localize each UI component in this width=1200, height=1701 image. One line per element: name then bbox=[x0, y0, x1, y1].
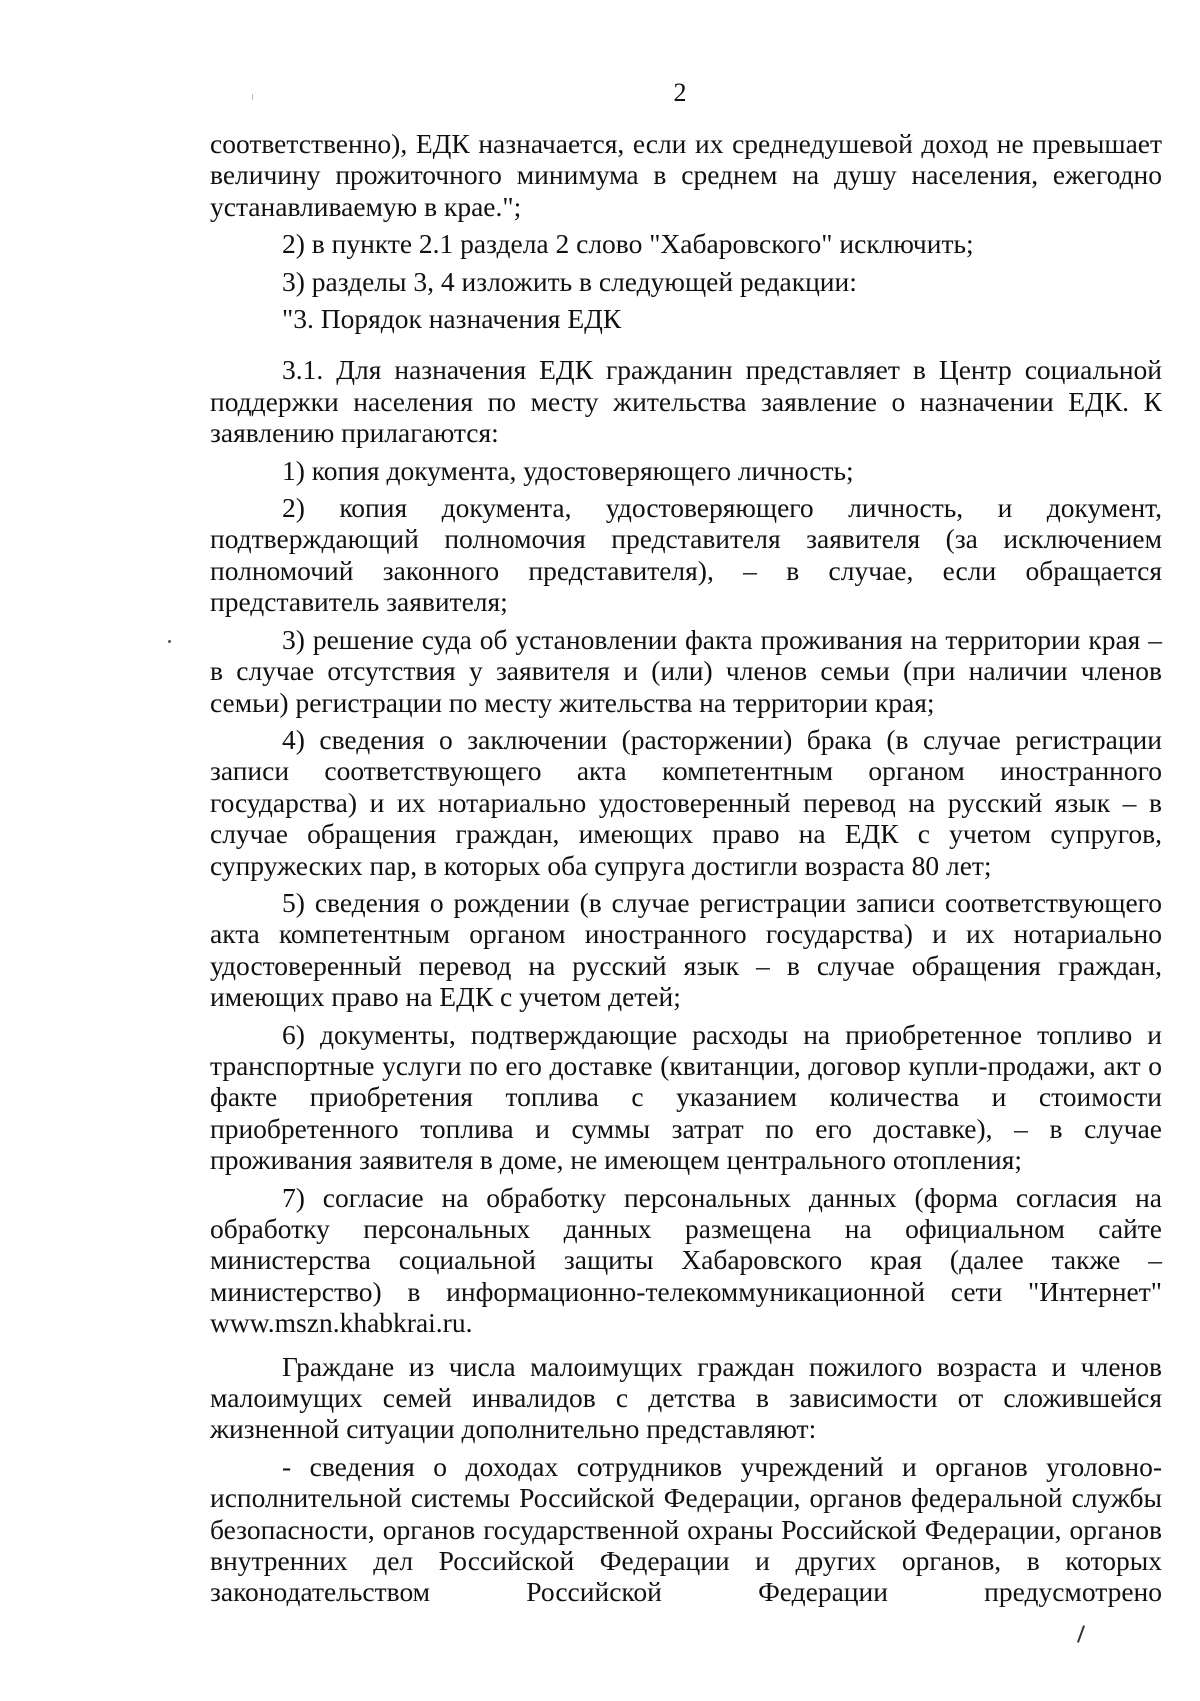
pen-mark bbox=[1077, 1625, 1085, 1643]
section-heading: "3. Порядок назначения ЕДК bbox=[282, 303, 622, 335]
list-item-2: 2) копия документа, удостоверяющего личность, и документ, подтверждающий полномочия представителя заявителя (за исключением полномочий законного представителя), – в случае, если обращается представитель заявителя; bbox=[210, 492, 1162, 618]
list-item-dash: - сведения о доходах сотрудников учреждений и органов уголовно-исполнительной системы Российской Федерации, органов федеральной службы безопасности, органов государственной охраны Российской Федерации, органов внутренних дел Российской Федерации и других органов, в которых законодательством Российской Федерации предусмотрено bbox=[210, 1450, 1162, 1608]
list-item-6: 6) документы, подтверждающие расходы на приобретенное топливо и транспортные услуги по его доставке (квитанции, договор купли-продажи, акт о факте приобретения топлива с указанием количества и стоимости приобретенного топлива и суммы затрат по его доставке), – в случае проживания заявителя в доме, не имеющем центрального отопления; bbox=[210, 1018, 1162, 1176]
paragraph-continuation: соответственно), ЕДК назначается, если их среднедушевой доход не превышает величину прожиточного минимума в среднем на душу населения, ежегодно устанавливаемую в крае."; bbox=[210, 128, 1162, 222]
list-item-3: 3) решение суда об установлении факта проживания на территории края – в случае отсутствия у заявителя и (или) членов семьи (при наличии членов семьи) регистрации по месту жительства на территории края; bbox=[210, 623, 1162, 718]
paragraph-3-1: 3.1. Для назначения ЕДК гражданин представляет в Центр социальной поддержки населения по месту жительства заявление о назначении ЕДК. К заявлению прилагаются: bbox=[210, 354, 1162, 449]
list-item-4: 4) сведения о заключении (расторжении) брака (в случае регистрации записи соответствующего акта компетентным органом иностранного государства) и их нотариально удостоверенный перевод на русский язык – в случае обращения граждан, имеющих право на ЕДК с учетом супругов, супружеских пар, в которых оба супруга достигли возраста 80 лет; bbox=[210, 723, 1162, 881]
list-item-5: 5) сведения о рождении (в случае регистрации записи соответствующего акта компетентным органом иностранного государства) и их нотариально удостоверенный перевод на русский язык – в случае обращения граждан, имеющих право на ЕДК с учетом детей; bbox=[210, 886, 1162, 1013]
paragraph-additional-docs: Граждане из числа малоимущих граждан пожилого возраста и членов малоимущих семей инвалидов с детства в зависимости от сложившейся жизненной ситуации дополнительно представляют: bbox=[210, 1350, 1162, 1445]
page-number: 2 bbox=[673, 78, 687, 107]
list-item-1: 1) копия документа, удостоверяющего личность; bbox=[282, 454, 854, 486]
paragraph-item-3: 3) разделы 3, 4 изложить в следующей редакции: bbox=[282, 265, 857, 297]
paragraph-item-2: 2) в пункте 2.1 раздела 2 слово "Хабаровского" исключить; bbox=[282, 228, 974, 260]
document-body bbox=[210, 128, 1162, 1608]
scan-dot bbox=[168, 640, 171, 643]
list-item-7: 7) согласие на обработку персональных данных (форма согласия на обработку персональных данных размещена на официальном сайте министерства социальной защиты Хабаровского края (далее также – министерство) в информационно-телекоммуникационной сети "Интернет" www.mszn.khabkrai.ru. bbox=[210, 1181, 1162, 1339]
